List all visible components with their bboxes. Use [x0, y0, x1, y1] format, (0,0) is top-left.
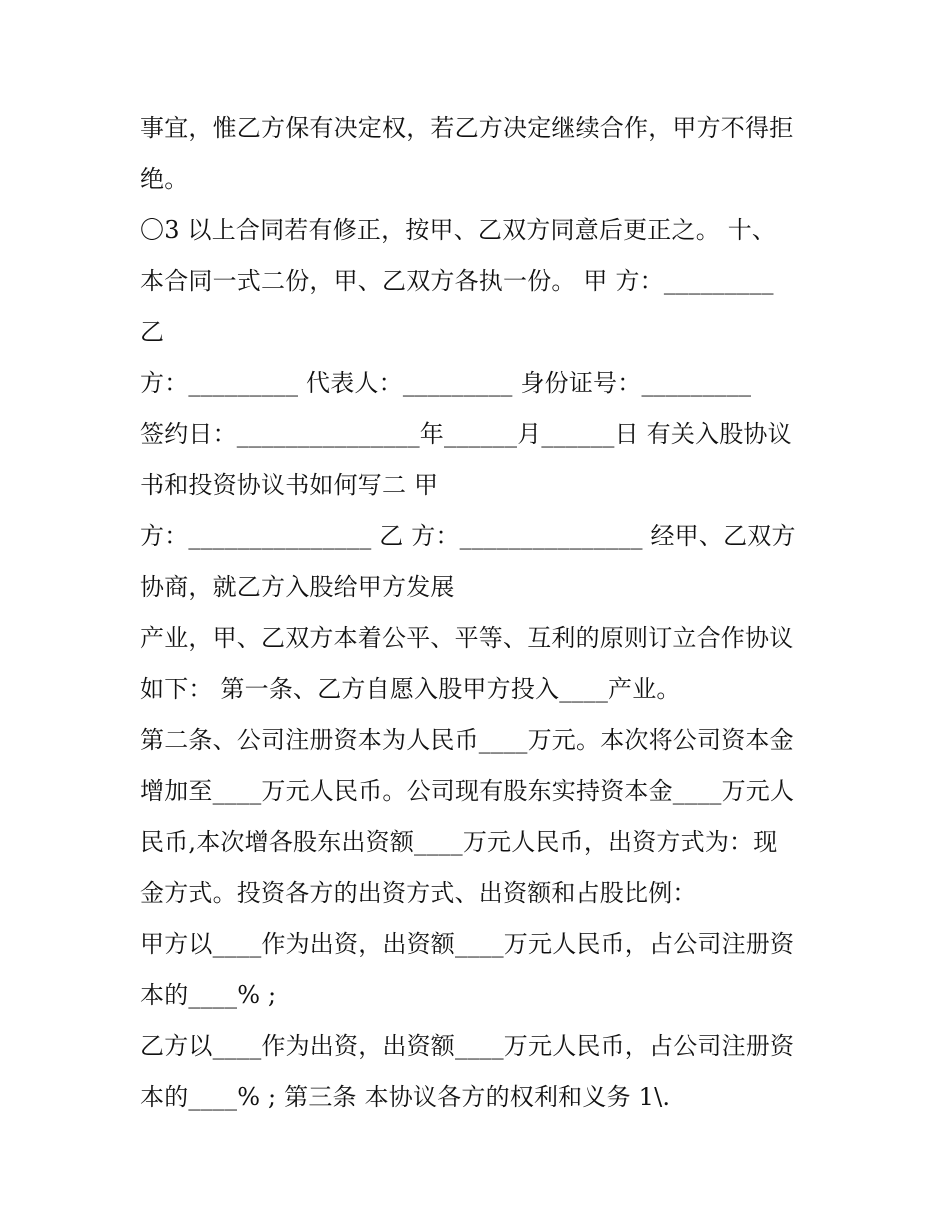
text-line: 书和投资协议书如何写二 甲 [140, 471, 439, 499]
text-line: 本的____% ; [140, 981, 277, 1009]
text-line: 本的____% ; 第三条 本协议各方的权利和义务 1\. [140, 1083, 671, 1111]
text-line: 事宜，惟乙方保有决定权，若乙方决定继续合作，甲方不得拒 [140, 114, 794, 142]
text-line: 本合同一式二份，甲、乙双方各执一份。 甲 方：_________ [140, 267, 774, 295]
text-line: 协商，就乙方入股给甲方发展 [140, 573, 455, 601]
text-line: 签约日：_______________年______月______日 有关入股协议 [140, 420, 792, 448]
text-line: 绝。 [140, 165, 189, 193]
text-line: 乙 [140, 318, 165, 346]
text-line: 方：_______________ 乙 方：_______________ 经甲、乙双方 [140, 522, 796, 550]
text-line: 民币,本次增各股东出资额____万元人民币，出资方式为：现 [140, 828, 778, 856]
text-line: 金方式。投资各方的出资方式、出资额和占股比例： [140, 879, 697, 907]
text-line: 产业，甲、乙双方本着公平、平等、互利的原则订立合作协议 [140, 624, 794, 652]
text-line: 方：_________ 代表人：_________ 身份证号：_________ [140, 369, 752, 397]
text-line: 甲方以____作为出资，出资额____万元人民币，占公司注册资 [140, 930, 795, 958]
text-line: 增加至____万元人民币。公司现有股东实持资本金____万元人 [140, 777, 795, 805]
text-line: 〇3 以上合同若有修正，按甲、乙双方同意后更正之。 十、 [140, 216, 777, 244]
text-line: 第二条、公司注册资本为人民币____万元。本次将公司资本金 [140, 726, 794, 754]
text-line: 乙方以____作为出资，出资额____万元人民币，占公司注册资 [140, 1032, 795, 1060]
text-line: 如下： 第一条、乙方自愿入股甲方投入____产业。 [140, 675, 681, 703]
